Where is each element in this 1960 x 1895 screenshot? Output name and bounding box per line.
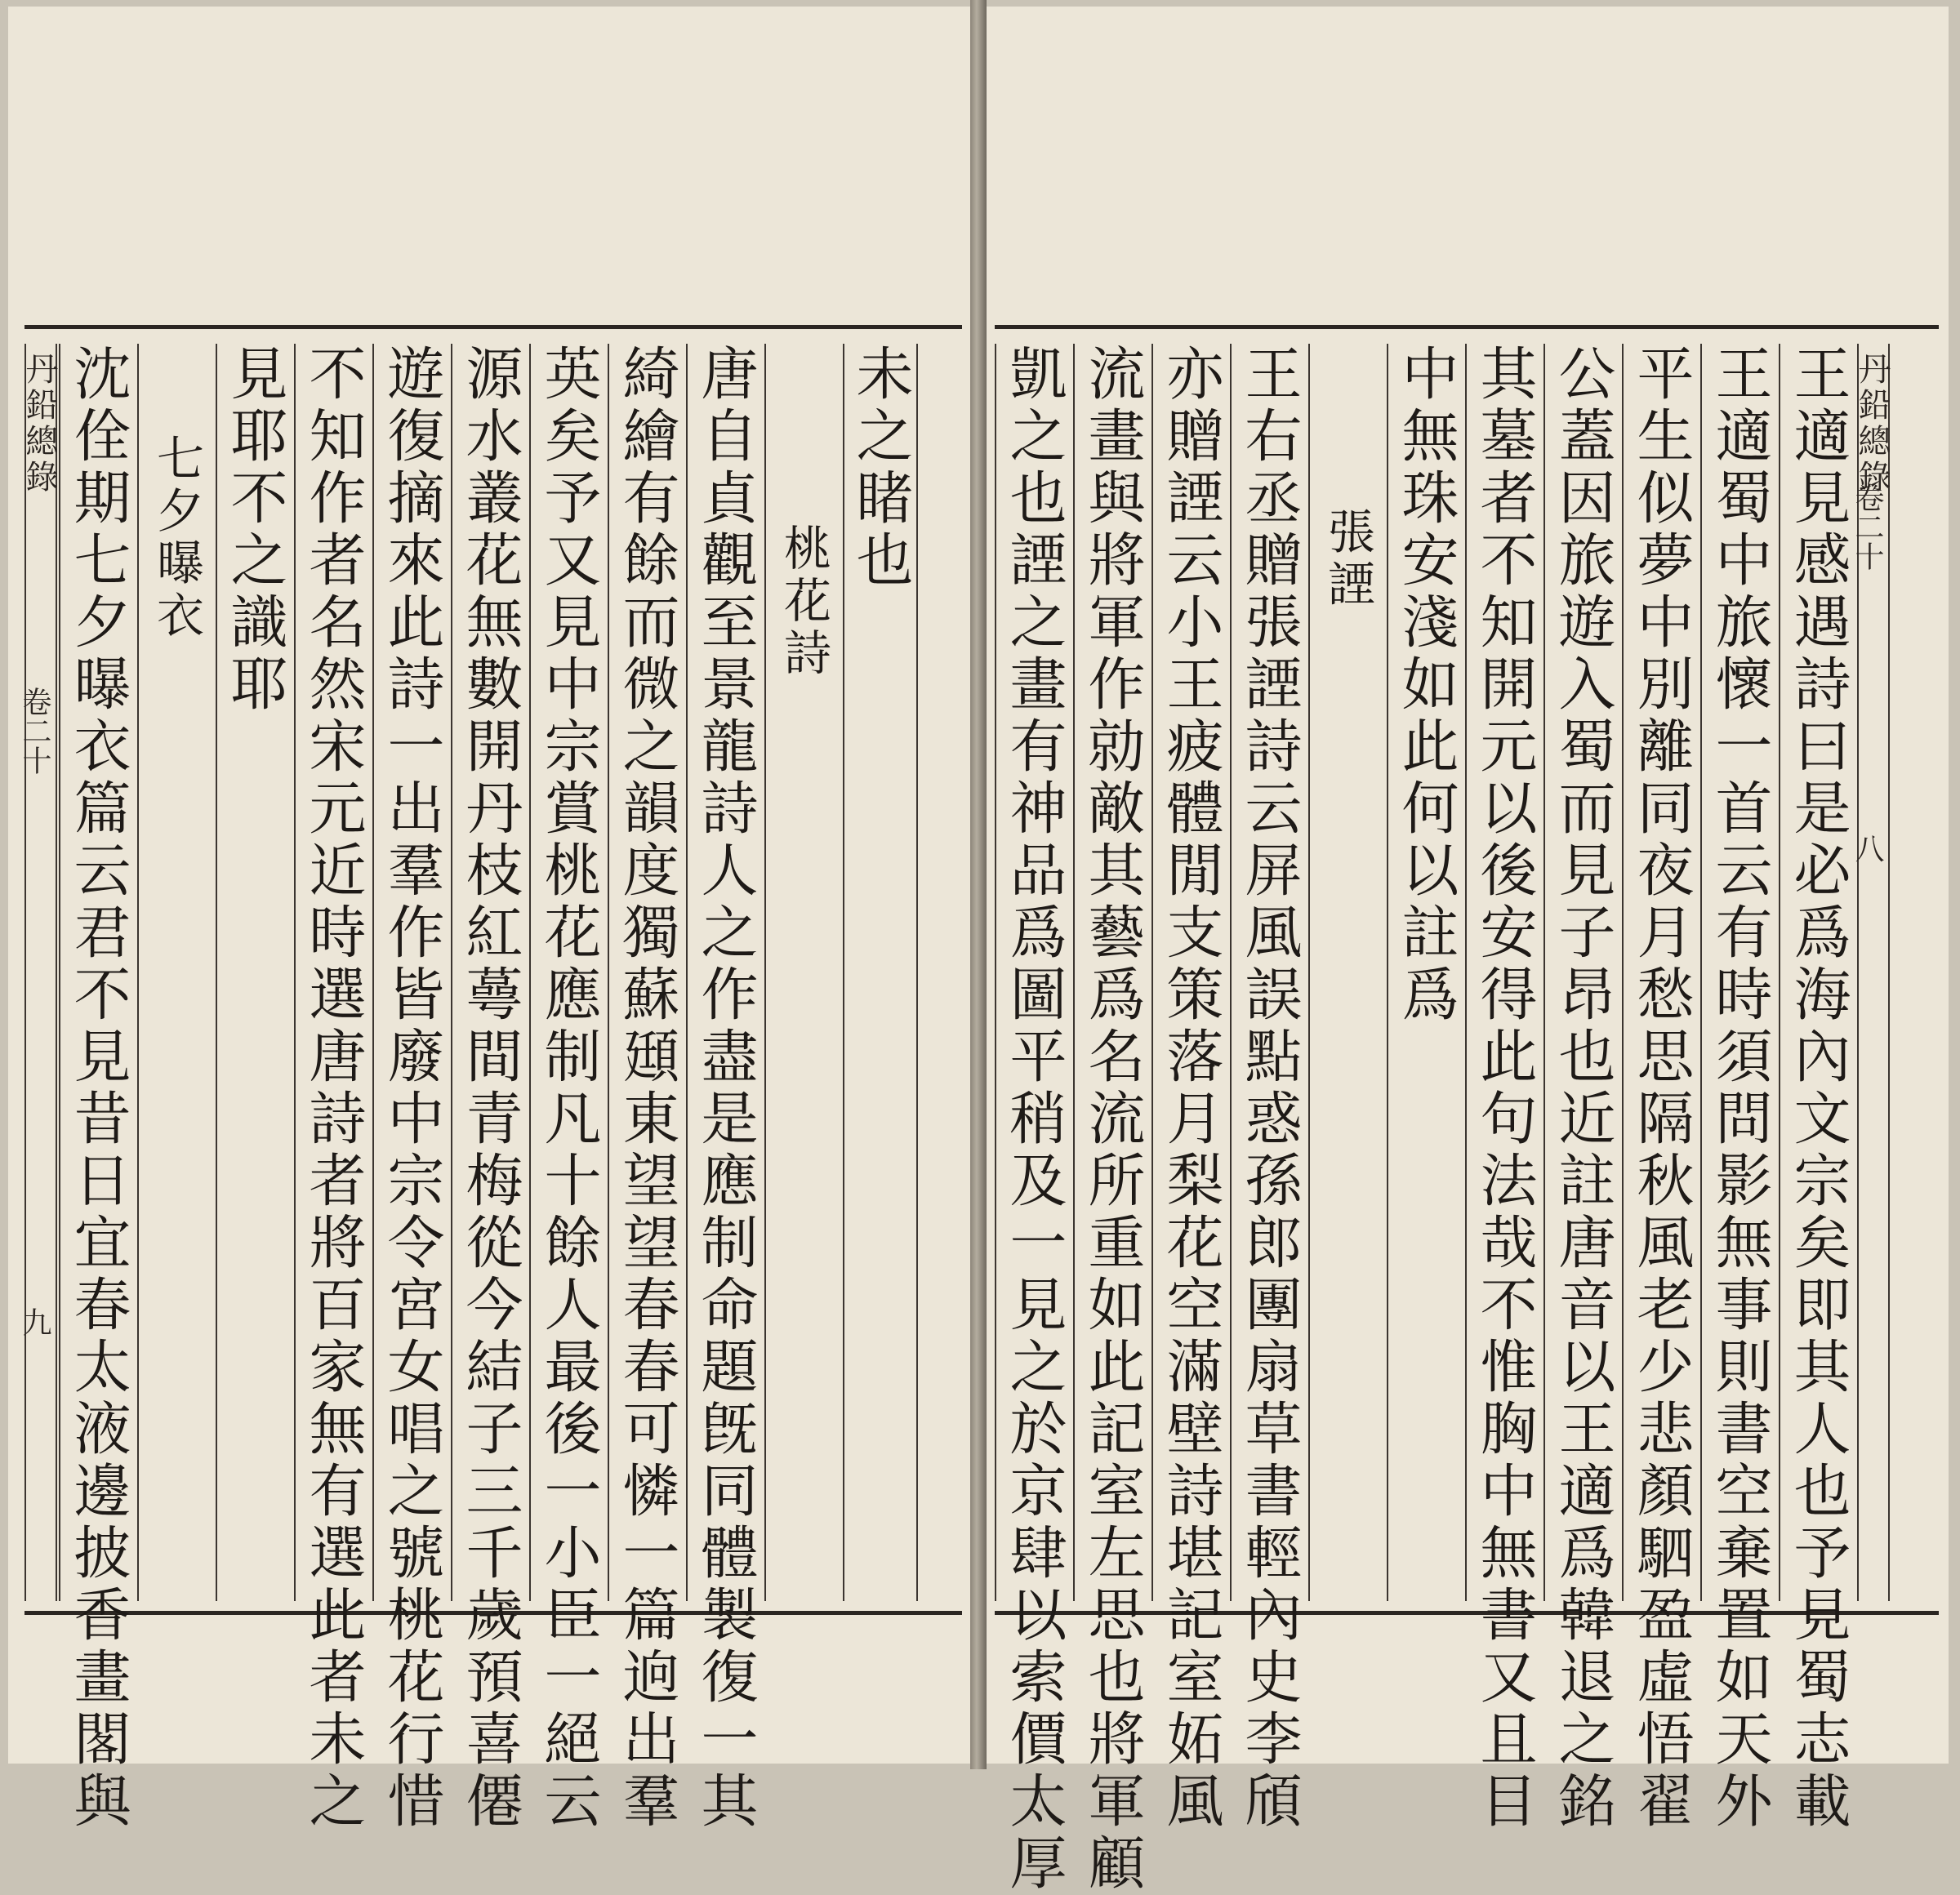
- book-gutter: [970, 0, 987, 1769]
- left-column-heading: 七夕曝衣: [149, 434, 204, 643]
- right-column-6: [1387, 344, 1462, 1601]
- left-column-9: [686, 344, 761, 1833]
- left-column-text: 唐自貞觀至景龍詩人之作盡是應制命題旣同體製復一其: [692, 344, 759, 1833]
- left-column-6: [451, 344, 526, 1833]
- left-column-text: 綺繪有餘而微之韻度獨蘇頲東望望春春可憐一篇逈出羣: [613, 344, 680, 1833]
- right-column-7: [1465, 344, 1540, 1833]
- right-column-8: [1544, 344, 1619, 1833]
- left-column-11: [843, 344, 918, 1601]
- right-column-text: 王右丞贈張諲詩云屏風誤點惑孫郎團扇草書輕內史李頎: [1236, 344, 1303, 1833]
- right-column-text: 公蓋因旅遊入蜀而見子昂也近註唐音以王適爲韓退之銘: [1549, 344, 1616, 1833]
- right-column-9: [1622, 344, 1697, 1833]
- right-column-4: [1230, 344, 1305, 1833]
- right-spine-volume: 卷二十: [1851, 483, 1884, 571]
- left-column-text: 遊復摘來此詩一出羣作皆廢中宗令宮女唱之號桃花行惜: [378, 344, 445, 1833]
- right-column-text: 王適蜀中旅懷一首云有時須問影無事則書空棄置如天外: [1706, 344, 1773, 1833]
- left-column-text: 未之睹也: [847, 344, 914, 592]
- left-spine-volume: 卷二十: [18, 687, 51, 775]
- right-column-text: 平生似夢中別離同夜月愁思隔秋風老少悲顏駟盈虛悟翟: [1628, 344, 1695, 1833]
- left-column-7: [529, 344, 604, 1833]
- left-spine-folio: 九: [18, 1307, 51, 1337]
- right-column-2: [1073, 344, 1148, 1895]
- left-column-text: 沈佺期七夕曝衣篇云君不見昔日宜春太液邊披香畫閣與: [65, 344, 131, 1833]
- left-column-text: 不知作者名然宋元近時選唐詩者將百家無有選此者未之: [300, 344, 367, 1833]
- right-column-5: [1308, 344, 1383, 1601]
- right-text-frame: [995, 325, 1939, 1895]
- right-column-heading: 張諲: [1320, 507, 1375, 612]
- left-column-1: [59, 344, 134, 1833]
- left-column-8: [608, 344, 683, 1833]
- right-spine-title: 丹鉛總錄: [1853, 352, 1891, 496]
- left-column-3: [216, 344, 291, 1601]
- right-page: [987, 7, 1949, 1895]
- left-column-text: 見耶不之識耶: [221, 344, 288, 716]
- right-spine-folio: 八: [1851, 834, 1884, 863]
- right-column-text: 王適見感遇詩曰是必爲海內文宗矣即其人也予見蜀志載: [1784, 344, 1851, 1833]
- right-column-11: [1779, 344, 1854, 1833]
- right-block-spine: [1851, 344, 1891, 1601]
- left-spine-title: 丹鉛總錄: [20, 352, 58, 496]
- left-column-5: [372, 344, 448, 1833]
- left-text-frame: [18, 325, 962, 1833]
- left-page: [8, 7, 970, 1833]
- right-column-10: [1700, 344, 1775, 1833]
- right-column-text: 流畫與將軍作勍敵其藝爲名流所重如此記室左思也將軍顧: [1079, 344, 1146, 1895]
- right-column-text: 凱之也諲之畫有神品爲圖平稍及一見之於京肆以索價太厚: [1000, 344, 1067, 1895]
- right-column-3: [1152, 344, 1227, 1833]
- left-column-text: 英矣予又見中宗賞桃花應制凡十餘人最後一小臣一絕云: [535, 344, 602, 1833]
- right-column-text: 中無珠安淺如此何以註爲: [1392, 344, 1459, 1026]
- right-column-text: 其墓者不知開元以後安得此句法哉不惟胸中無書又且目: [1471, 344, 1538, 1833]
- left-column-heading: 桃花詩: [776, 523, 831, 680]
- left-column-text: 源水叢花無數開丹枝紅蕚間青梅從今結子三千歲預喜僊: [457, 344, 523, 1833]
- left-column-4: [294, 344, 369, 1833]
- right-column-text: 亦贈諲云小王疲體閒支策落月梨花空滿壁詩堪記室妬風: [1157, 344, 1224, 1833]
- left-column-2: [137, 344, 212, 1601]
- left-column-10: [764, 344, 840, 1601]
- right-column-1: [995, 344, 1070, 1895]
- left-block-spine: [18, 344, 58, 1601]
